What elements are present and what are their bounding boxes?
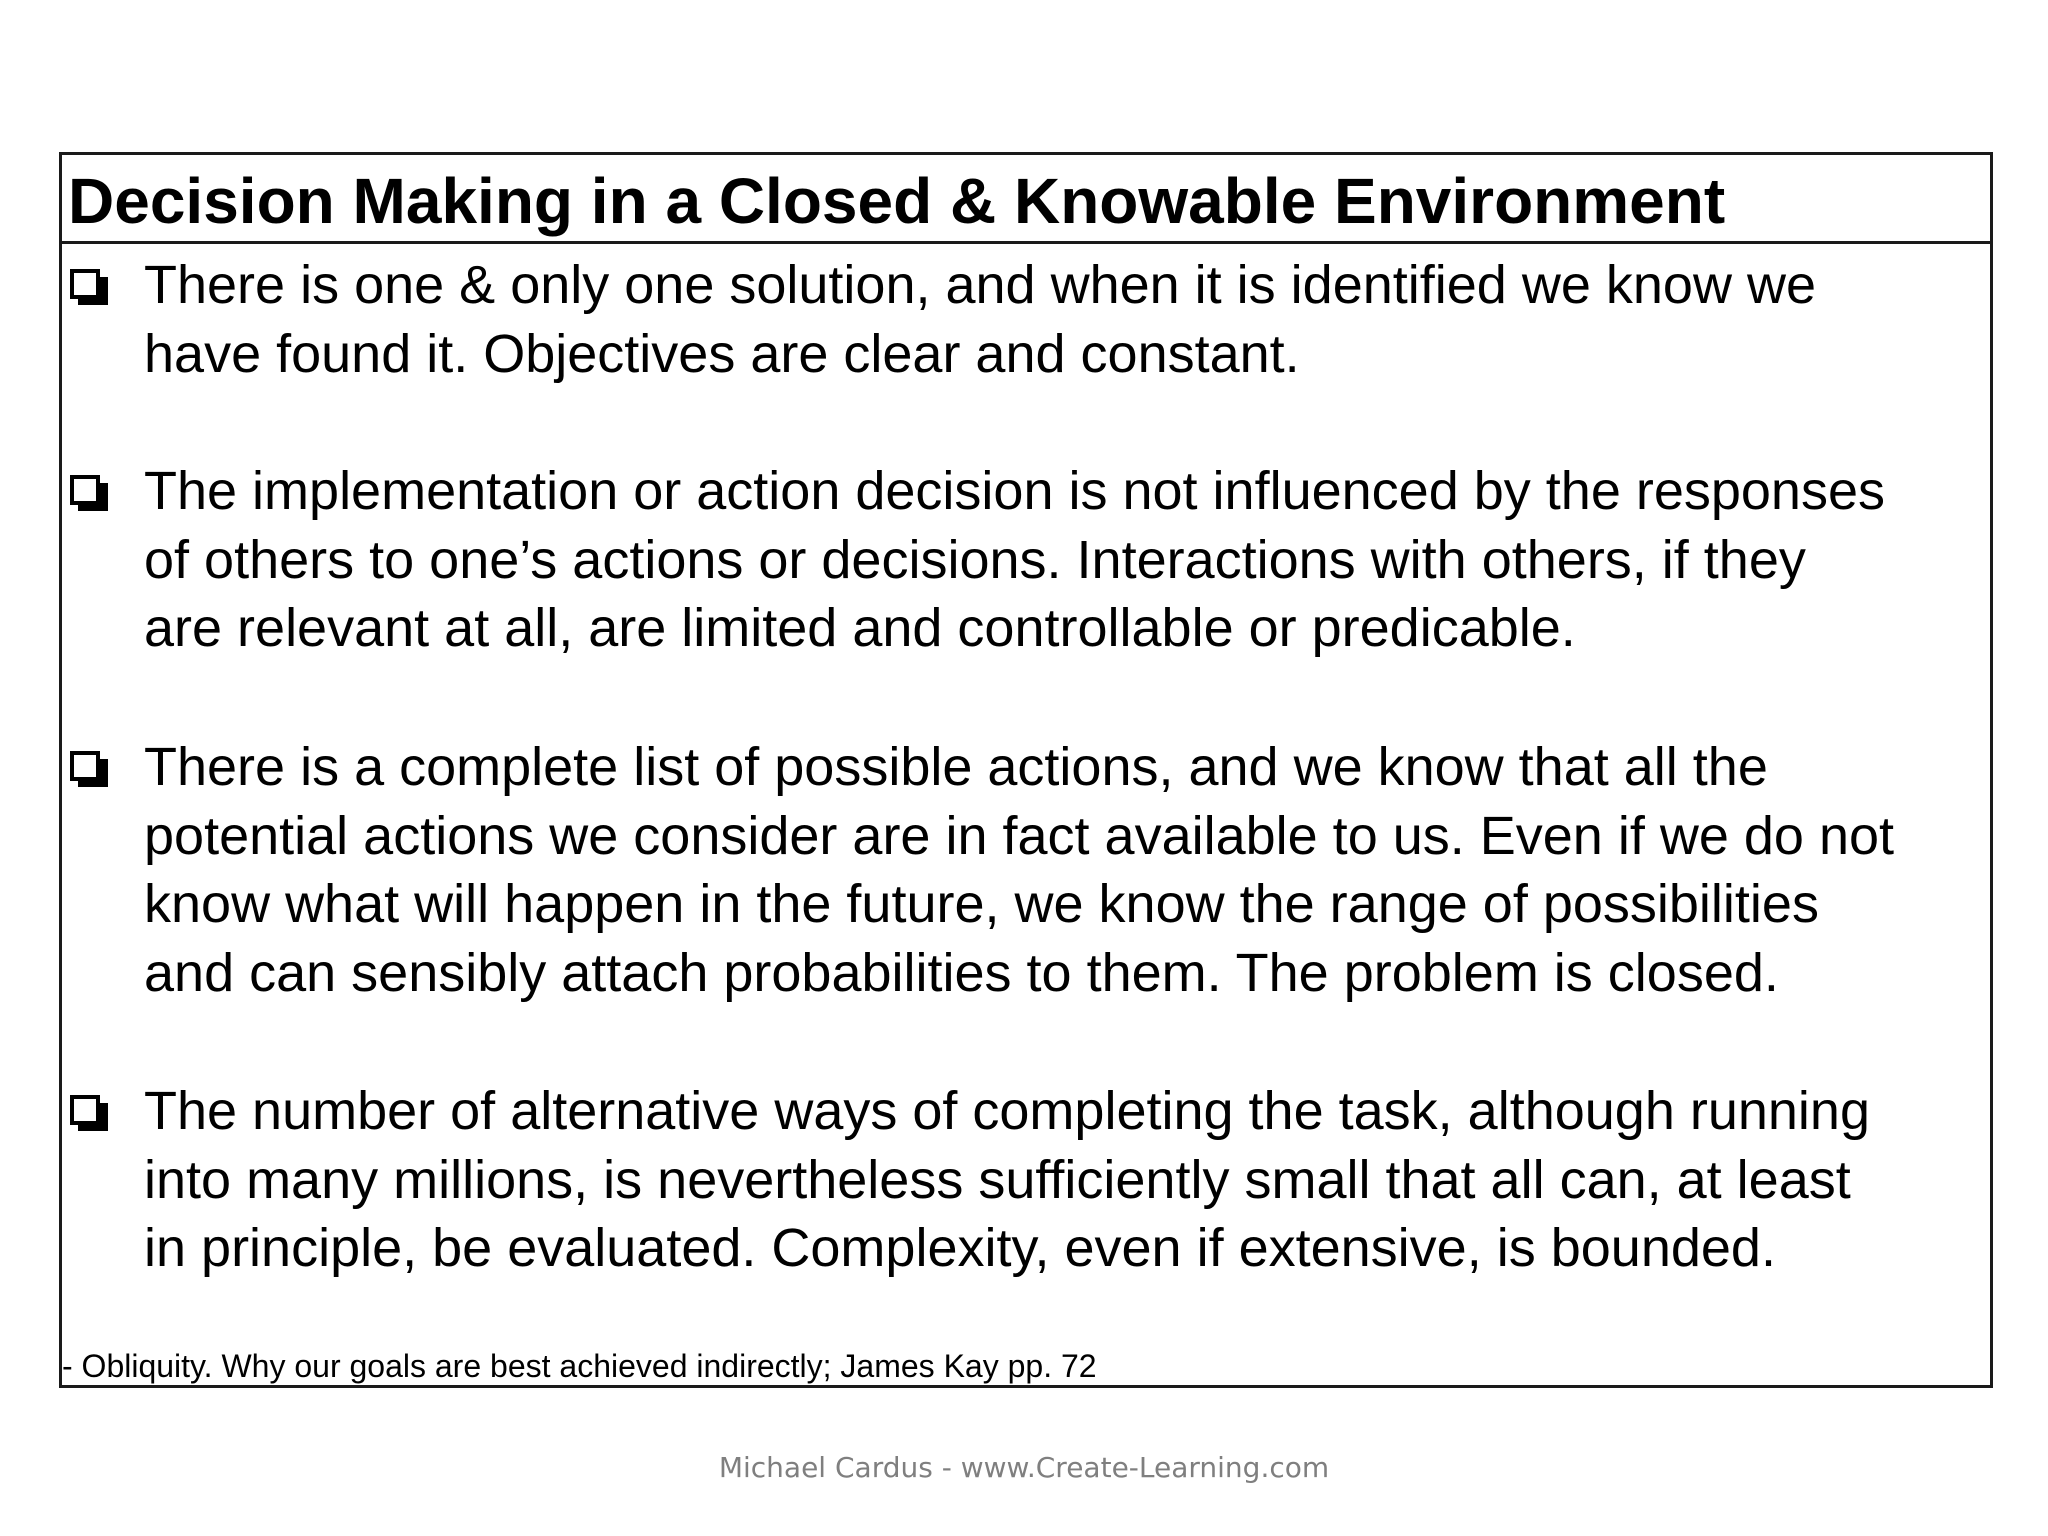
checkbox-icon	[70, 751, 100, 781]
bullet-text: The number of alternative ways of completing the task, although running into many millions, is nevertheless sufficiently small that all can, at least in principle, be evaluated. Complexity, even if extensive, is bounded.	[144, 1081, 1870, 1278]
footer-credit: Michael Cardus - www.Create-Learning.com	[718, 1451, 1330, 1484]
citation-text: - Obliquity. Why our goals are best achieved indirectly; James Kay pp. 72	[62, 1348, 1097, 1384]
checkbox-icon	[70, 269, 100, 299]
bullet-text: The implementation or action decision is not influenced by the responses of others to one’s actions or decisions. Interactions with others, if they are relevant at all, are limited and controllable or predicable.	[144, 461, 1885, 658]
bullet-text: There is a complete list of possible actions, and we know that all the potential actions we consider are in fact available to us. Even if we do not know what will happen in the future, we know the range of possibilities and can sensibly attach probabilities to them. The problem is closed.	[144, 737, 1895, 1003]
checkbox-icon	[70, 1095, 100, 1125]
slide-title: Decision Making in a Closed & Knowable Environment	[68, 165, 1726, 237]
title-bar	[62, 155, 1990, 244]
slide-content-box	[59, 152, 1993, 1388]
checkbox-icon	[70, 475, 100, 505]
bullet-text: There is one & only one solution, and when it is identified we know we have found it. Objectives are clear and constant.	[144, 255, 1816, 384]
